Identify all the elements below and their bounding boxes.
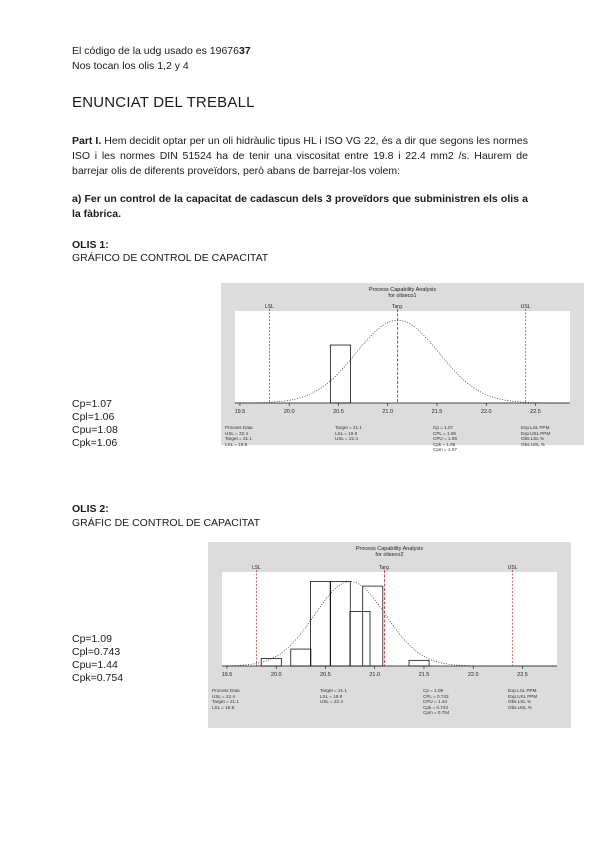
chart1-info-left: Process Data USL = 22.4 Target = 21.1 LSL = 19.8 <box>225 425 253 447</box>
olis1-cpl: Cpl=1.06 <box>72 411 115 423</box>
olis2-cp: Cp=1.09 <box>72 633 112 645</box>
udg-code-prefix: El código de la udg usado es 19676 <box>72 45 239 57</box>
chart2-info-right: Cp = 1.09 CPL = 0.743 CPU = 1.44 Cpk = 0.743 Cpm = 0.754 <box>423 688 450 715</box>
chart2-lsl-label: LSL <box>252 565 261 571</box>
chart2-info-mid: Target = 21.1 LSL = 19.8 USL = 22.4 <box>320 688 347 704</box>
chart2-usl-label: USL <box>507 565 518 571</box>
udg-code-line <box>72 44 251 58</box>
olis2-cpu: Cpu=1.44 <box>72 659 118 671</box>
question-a: a) Fer un control de la capacitat de cadascun dels 3 proveïdors que subministren els olis a la fàbrica. <box>72 193 528 220</box>
chart1-x-tick-label-2: 20.5 <box>333 409 344 415</box>
chart2-x-tick-label-1: 20.0 <box>270 672 282 678</box>
olis2-stats <box>72 633 123 685</box>
chart1-info-right: Cp = 1.07 CPL = 1.06 CPU = 1.08 Cpk = 1.06 Cpm = 1.07 <box>433 425 457 452</box>
chart2-x-tick-label-0: 19.5 <box>221 672 233 678</box>
chart2-title: Process Capability Analysis <box>355 546 424 552</box>
olis1-cpk: Cpk=1.06 <box>72 437 118 449</box>
olis1-cpu: Cpu=1.08 <box>72 424 118 436</box>
olis2-cpk: Cpk=0.754 <box>72 672 124 684</box>
chart1-info-far: Exp.LSL PPM Exp.USL PPM Obs.LSL % Obs.USL % <box>521 425 551 447</box>
chart1-x-tick-label-4: 21.5 <box>431 409 443 415</box>
chart1-x-tick-label-0: 19.5 <box>234 409 246 415</box>
chart1-svg <box>221 283 584 445</box>
olis1-subheading: GRÁFICO DE CONTROL DE CAPACITAT <box>72 252 269 264</box>
chart1-x-tick-label-5: 22.0 <box>480 409 492 415</box>
chart1-x-tick-label-3: 21.0 <box>382 409 394 415</box>
olis2-subheading: GRÁFIC DE CONTROL DE CAPACITAT <box>72 517 261 529</box>
chart2-x-tick-label-5: 22.0 <box>467 672 479 678</box>
chart1-info-mid: Target = 21.1 LSL = 19.8 USL = 22.4 <box>335 425 362 441</box>
chart2-x-tick-label-2: 20.5 <box>320 672 331 678</box>
chart1-x-tick-label-6: 22.5 <box>530 409 541 415</box>
olis2-heading: OLIS 2: <box>72 503 109 515</box>
chart1-target-label: Targ. <box>392 304 404 310</box>
chart1-subtitle: for oliseco1 <box>388 293 417 299</box>
part1-text: Hem decidit optar per un oli hidràulic tipus HL i ISO VG 22, és a dir que segons les normes ISO i les normes DIN 51524 ha de tenir una viscositat entre 19.8 i 22.4 mm2 /s. Haurem de barrejar olis de diferents proveïdors, però abans de barrejar-los volem: <box>72 135 528 177</box>
chart2-x-tick-label-3: 21.0 <box>369 672 381 678</box>
chart1-title: Process Capability Analysis <box>368 287 437 293</box>
udg-code-suffix: 37 <box>238 45 251 57</box>
chart1-lsl-label: LSL <box>265 304 274 310</box>
olis1-heading: OLIS 1: <box>72 239 109 251</box>
chart1-plot-area <box>235 311 570 403</box>
page-title: ENUNCIAT DEL TREBALL <box>72 94 255 111</box>
part1-lead: Part I. <box>72 135 102 147</box>
capability-chart-1 <box>221 283 584 452</box>
chart2-target-label: Targ. <box>379 565 391 571</box>
chart2-x-tick-label-6: 22.5 <box>517 672 528 678</box>
olis-line: Nos tocan los olis 1,2 y 4 <box>72 60 189 72</box>
part1-paragraph <box>72 134 528 179</box>
chart2-info-far: Exp.LSL PPM Exp.USL PPM Obs.LSL % Obs.USL % <box>508 688 538 710</box>
chart2-plot-area <box>222 572 557 666</box>
chart1-usl-label: USL <box>520 304 531 310</box>
olis1-cp: Cp=1.07 <box>72 398 112 410</box>
chart2-subtitle: for oliseco2 <box>375 552 404 558</box>
chart2-x-tick-label-4: 21.5 <box>418 672 430 678</box>
chart1-x-tick-label-1: 20.0 <box>283 409 295 415</box>
olis1-stats <box>72 398 118 450</box>
olis2-cpl: Cpl=0.743 <box>72 646 121 658</box>
capability-chart-2 <box>208 542 571 728</box>
chart2-info-left: Process Data USL = 22.4 Target = 21.1 LSL = 19.8 <box>212 688 240 710</box>
